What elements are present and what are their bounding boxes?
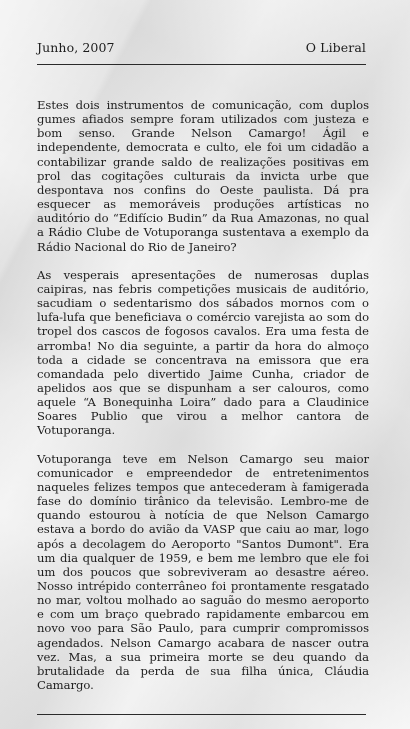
header-publication: O Liberal xyxy=(305,40,366,55)
article-body xyxy=(37,98,369,706)
article-paragraph-3: Votuporanga teve em Nelson Camargo seu maior comunicador e empreendedor de entretenimentos naqueles felizes tempos que antecederam à famigerada fase do domínio tirânico da televisão. Lembro-me de quando estourou à notícia de que Nelson Camargo estava a bordo do avião da VASP que caiu ao mar, logo após a decolagem do Aeroporto "Santos Dumont". Era um dia qualquer de 1959, e bem me lembro que ele foi um dos poucos que sobreviveram ao desastre aéreo. Nosso intrépido conterrâneo foi prontamente resgatado no mar, voltou molhado ao saguão do mesmo aeroporto e com um braço quebrado rapidamente embarcou em novo voo para São Paulo, para cumprir compromissos agendados. Nelson Camargo acabara de nascer outra vez. Mas, a sua primeira morte se deu quando da brutalidade da perda de sua filha única, Cláudia Camargo. xyxy=(37,451,369,693)
header-date: Junho, 2007 xyxy=(37,40,115,55)
header-divider xyxy=(37,64,366,65)
footer-divider xyxy=(37,714,366,715)
article-paragraph-2: As vesperais apresentações de numerosas duplas caipiras, nas febris competições musicais de auditório, sacudiam o sedentarismo dos sábados mornos com o lufa-lufa que beneficiava o comércio varejista ao som do tropel dos cascos de fogosos cavalos. Era uma festa de arromba! No dia seguinte, a partir da hora do almoço toda a cidade se concentrava na emissora que era comandada pelo divertido Jaime Cunha, criador de apelidos aos que se dispunham a ser calouros, como aquele “A Bonequinha Loira” dado para a Claudinice Soares Publio que virou a melhor cantora de Votuporanga. xyxy=(37,267,369,438)
page-header xyxy=(37,40,366,55)
article-paragraph-1: Estes dois instrumentos de comunicação, com duplos gumes afiados sempre foram utilizados com justeza e bom senso. Grande Nelson Camargo! Ágil e independente, democrata e culto, ele foi um cidadão a contabilizar grande saldo de realizações positivas em prol das cogitações culturais da invicta urbe que despontava nos confins do Oeste paulista. Dá pra esquecer as memoráveis produções artísticas no auditório do “Edifício Budin” da Rua Amazonas, no qual a Rádio Clube de Votuporanga sustentava a exemplo da Rádio Nacional do Rio de Janeiro? xyxy=(37,98,369,254)
